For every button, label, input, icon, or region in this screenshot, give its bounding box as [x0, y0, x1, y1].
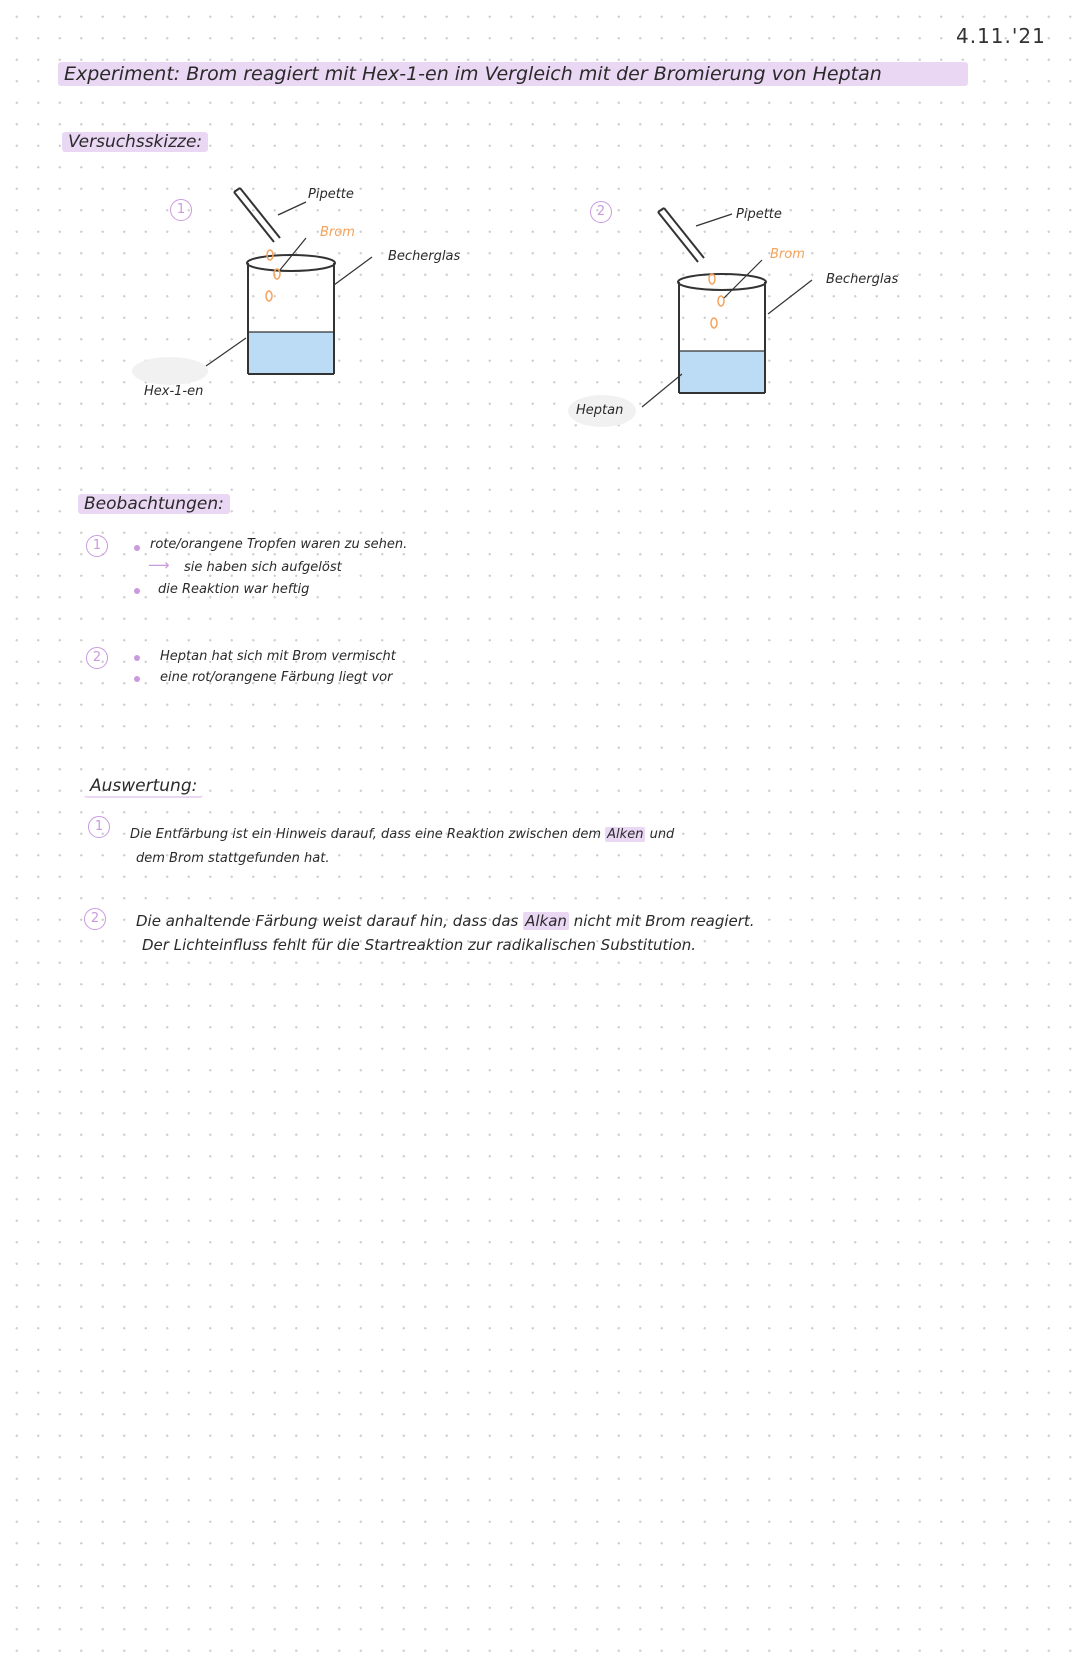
sketch-1-pipette-label: Pipette	[308, 187, 354, 202]
observations-heading: Beobachtungen:	[78, 494, 230, 514]
evaluation-1-number: 1	[88, 816, 110, 838]
date: 4.11.'21	[956, 24, 1046, 48]
sketch-2-bromine-label: Brom	[770, 247, 805, 262]
sketch-1-beaker-label: Becherglas	[388, 249, 461, 264]
arrow-right-icon: ⟶	[148, 556, 170, 574]
evaluation-1-line-1	[130, 827, 674, 842]
evaluation-1-text-post: und	[649, 827, 675, 842]
sketch-2-liquid-label: Heptan	[576, 403, 624, 418]
evaluation-2-text-post: nicht mit Brom reagiert.	[573, 912, 755, 930]
observations-2-number: 2	[86, 647, 108, 669]
sketch-1-number: 1	[170, 199, 192, 221]
sketch-1-bromine-label: Brom	[320, 225, 355, 240]
evaluation-1-line-2: dem Brom stattgefunden hat.	[136, 851, 330, 866]
pipette-icon	[658, 208, 704, 262]
observation-2-line-1: Heptan hat sich mit Brom vermischt	[160, 649, 396, 664]
page-title: Experiment: Brom reagiert mit Hex-1-en im Vergleich mit der Bromierung von Heptan	[58, 62, 968, 86]
sketch-1-liquid-label: Hex-1-en	[144, 384, 204, 399]
evaluation-1-highlight: Alken	[607, 827, 644, 842]
bullet-icon	[134, 545, 140, 551]
bromine-drops	[709, 274, 724, 328]
bullet-icon	[134, 676, 140, 682]
evaluation-2-highlight: Alkan	[525, 912, 567, 930]
sketch-2-beaker-label: Becherglas	[826, 272, 899, 287]
evaluation-2-text-pre: Die anhaltende Färbung weist darauf hin, dass das	[136, 912, 519, 930]
bullet-icon	[134, 588, 140, 594]
observation-1-line-1: rote/orangene Tropfen waren zu sehen.	[150, 537, 408, 552]
hex-1-en-liquid	[248, 332, 334, 374]
sketch-1-diagram	[120, 170, 480, 420]
evaluation-heading: Auswertung:	[84, 776, 203, 798]
sketch-heading: Versuchsskizze:	[62, 132, 208, 152]
evaluation-2-line-2: Der Lichteinfluss fehlt für die Startreaktion zur radikalischen Substitution.	[142, 936, 696, 954]
evaluation-2-number: 2	[84, 908, 106, 930]
heptan-liquid	[679, 351, 765, 393]
pipette-icon	[234, 188, 280, 242]
observation-2-line-2: eine rot/orangene Färbung liegt vor	[160, 670, 393, 685]
evaluation-2-line-1	[136, 912, 755, 930]
observations-1-number: 1	[86, 535, 108, 557]
sketch-2-number: 2	[590, 201, 612, 223]
evaluation-1-text-pre: Die Entfärbung ist ein Hinweis darauf, dass eine Reaktion zwischen dem	[130, 827, 602, 842]
observation-1-line-1-sub: sie haben sich aufgelöst	[184, 560, 342, 575]
observation-1-line-2: die Reaktion war heftig	[158, 582, 310, 597]
bromine-drops	[266, 250, 280, 301]
bullet-icon	[134, 655, 140, 661]
sketch-2-pipette-label: Pipette	[736, 207, 782, 222]
